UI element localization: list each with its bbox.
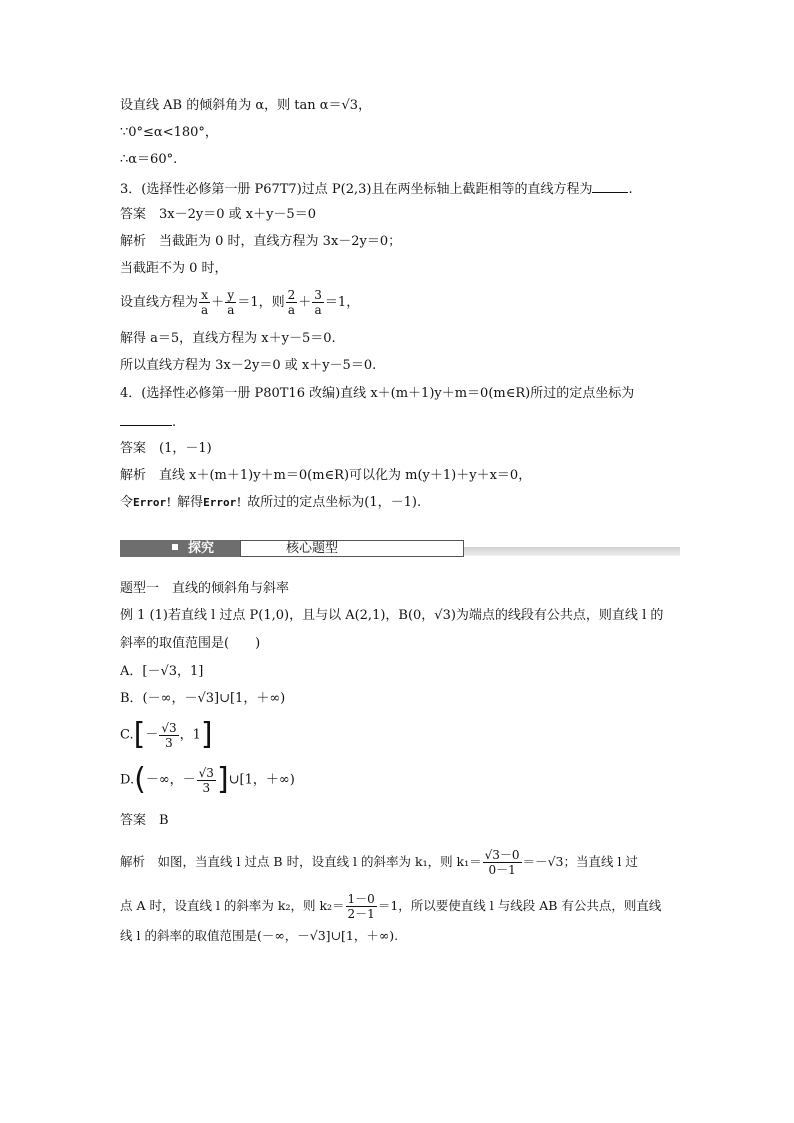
error-text: Error！ bbox=[203, 496, 248, 509]
fraction-den: a bbox=[227, 303, 235, 317]
analysis-line: 解析 当截距为 0 时，直线方程为 3x－2y＝0； bbox=[120, 234, 402, 249]
analysis-line-fractions: 设直线方程为 $\frac{x}{a}$ ＋ $\frac{y}{a}$ ＝1，则 $\frac{2}{a}$ ＋ $\frac{3}{a}$ ＝1， bbox=[120, 288, 360, 317]
analysis-text: ＝1，所以要使直线 l 与线段 AB 有公共点，则直线 bbox=[377, 898, 662, 913]
analysis-line bbox=[120, 495, 421, 511]
fraction-den: 3 bbox=[202, 780, 211, 795]
question-3: 3．(选择性必修第一册 P67T7)过点 P(2,3)且在两坐标轴上截距相等的直线方程为 . bbox=[120, 182, 633, 197]
analysis-line: 当截距不为 0 时， bbox=[120, 261, 228, 276]
banner-label: 探究 bbox=[188, 541, 215, 556]
fraction-num: 1－0 bbox=[347, 892, 375, 906]
bracket-icon: ( bbox=[134, 762, 146, 797]
option-label: D. bbox=[120, 772, 135, 788]
analysis-text: 故所过的定点坐标为(1，－1). bbox=[247, 495, 422, 510]
answer-line: 答案 3x－2y＝0 或 x＋y－5＝0 bbox=[120, 207, 316, 222]
text-line: ∵0°≤α<180°， bbox=[120, 125, 218, 140]
analysis-line: 所以直线方程为 3x－2y＝0 或 x＋y－5＝0. bbox=[120, 358, 377, 373]
text-line: 设直线 AB 的倾斜角为 α，则 tan α＝√3， bbox=[120, 98, 372, 113]
fraction-num: √3－0 bbox=[484, 848, 520, 862]
analysis-text: 点 A 时，设直线 l 的斜率为 k₂，则 k₂＝ bbox=[120, 898, 345, 913]
answer-blank bbox=[592, 180, 628, 193]
answer-blank bbox=[120, 413, 172, 426]
section-heading: 题型一 直线的倾斜角与斜率 bbox=[120, 581, 290, 596]
fraction-den: 2－1 bbox=[347, 907, 375, 921]
question-4: 4．(选择性必修第一册 P80T16 改编)直线 x＋(m＋1)y＋m＝0(m∈R)所过的定点坐标为 bbox=[120, 386, 635, 401]
analysis-line bbox=[120, 892, 661, 921]
fraction bbox=[346, 892, 377, 921]
option-text: ∪[1，＋∞) bbox=[228, 772, 295, 788]
fraction-den: 3 bbox=[165, 735, 173, 750]
banner-label-box bbox=[120, 540, 240, 557]
option-text: ，1 bbox=[179, 727, 201, 743]
square-bullet-icon bbox=[172, 544, 178, 550]
option-c: C.[－ $\frac{√3}{3}$ ，1] bbox=[120, 717, 213, 752]
analysis-line: 线 l 的斜率的取值范围是(－∞，－√3]∪[1，＋∞). bbox=[120, 928, 399, 943]
fraction-num: 2 bbox=[287, 288, 296, 302]
option-label: C. bbox=[120, 727, 134, 743]
analysis-line: 解析 直线 x＋(m＋1)y＋m＝0(m∈R)可以化为 m(y＋1)＋y＋x＝0， bbox=[120, 468, 532, 483]
analysis-text: 令 bbox=[120, 495, 134, 510]
fraction-num: 3 bbox=[314, 288, 322, 302]
error-text: Error！ bbox=[133, 496, 178, 509]
answer-line: 答案 B bbox=[120, 813, 169, 828]
text-line: ∴α＝60°. bbox=[120, 152, 178, 167]
banner-rule bbox=[464, 547, 680, 556]
option-b: B．(－∞，－√3]∪[1，＋∞) bbox=[120, 691, 286, 706]
banner-tab bbox=[240, 540, 464, 557]
answer-line: 答案 (1，－1) bbox=[120, 441, 212, 456]
analysis-line bbox=[120, 848, 638, 877]
analysis-text: ＝－√3；当直线 l 过 bbox=[522, 854, 638, 869]
banner-tab-label: 核心题型 bbox=[285, 541, 338, 556]
fraction-den: a bbox=[314, 303, 322, 317]
option-text: －∞，－ bbox=[145, 772, 196, 788]
fraction bbox=[199, 288, 210, 317]
option-a: A．[－√3，1] bbox=[120, 664, 204, 679]
question-3-text: 3．(选择性必修第一册 P67T7)过点 P(2,3)且在两坐标轴上截距相等的直线方程为 bbox=[120, 182, 593, 197]
analysis-text: 解得 bbox=[177, 495, 204, 510]
bracket-icon: [ bbox=[133, 717, 146, 752]
fraction-den: a bbox=[287, 303, 296, 317]
analysis-text: 解析 如图，当直线 l 过点 B 时，设直线 l 的斜率为 k₁，则 k₁＝ bbox=[120, 854, 482, 869]
fraction bbox=[483, 848, 522, 877]
answer-blank-line: . bbox=[120, 413, 176, 431]
analysis-text: ＝1， bbox=[324, 295, 360, 310]
example-line: 斜率的取值范围是( ) bbox=[120, 636, 261, 651]
option-d bbox=[120, 762, 295, 797]
fraction-den: a bbox=[201, 303, 209, 317]
example-line: 例 1 (1)若直线 l 过点 P(1,0)，且与以 A(2,1)，B(0，√3)为端点的线段有公共点，则直线 l 的 bbox=[120, 608, 664, 623]
analysis-line: 解得 a＝5，直线方程为 x＋y－5＝0. bbox=[120, 331, 336, 346]
fraction bbox=[225, 288, 236, 317]
fraction-num: y bbox=[225, 288, 236, 303]
analysis-text: ＝1，则 bbox=[237, 295, 285, 310]
fraction bbox=[312, 288, 324, 317]
fraction-num: √3 bbox=[161, 720, 177, 735]
fraction bbox=[286, 288, 298, 317]
bracket-icon: ] bbox=[216, 762, 229, 797]
fraction bbox=[197, 766, 216, 795]
fraction-num: x bbox=[199, 288, 210, 303]
fraction-den: 0－1 bbox=[488, 863, 516, 877]
bracket-icon: ] bbox=[200, 717, 213, 752]
analysis-text: 设直线方程为 bbox=[120, 295, 199, 310]
fraction-num: √3 bbox=[198, 765, 214, 780]
section-banner bbox=[120, 540, 680, 559]
fraction bbox=[159, 721, 178, 750]
